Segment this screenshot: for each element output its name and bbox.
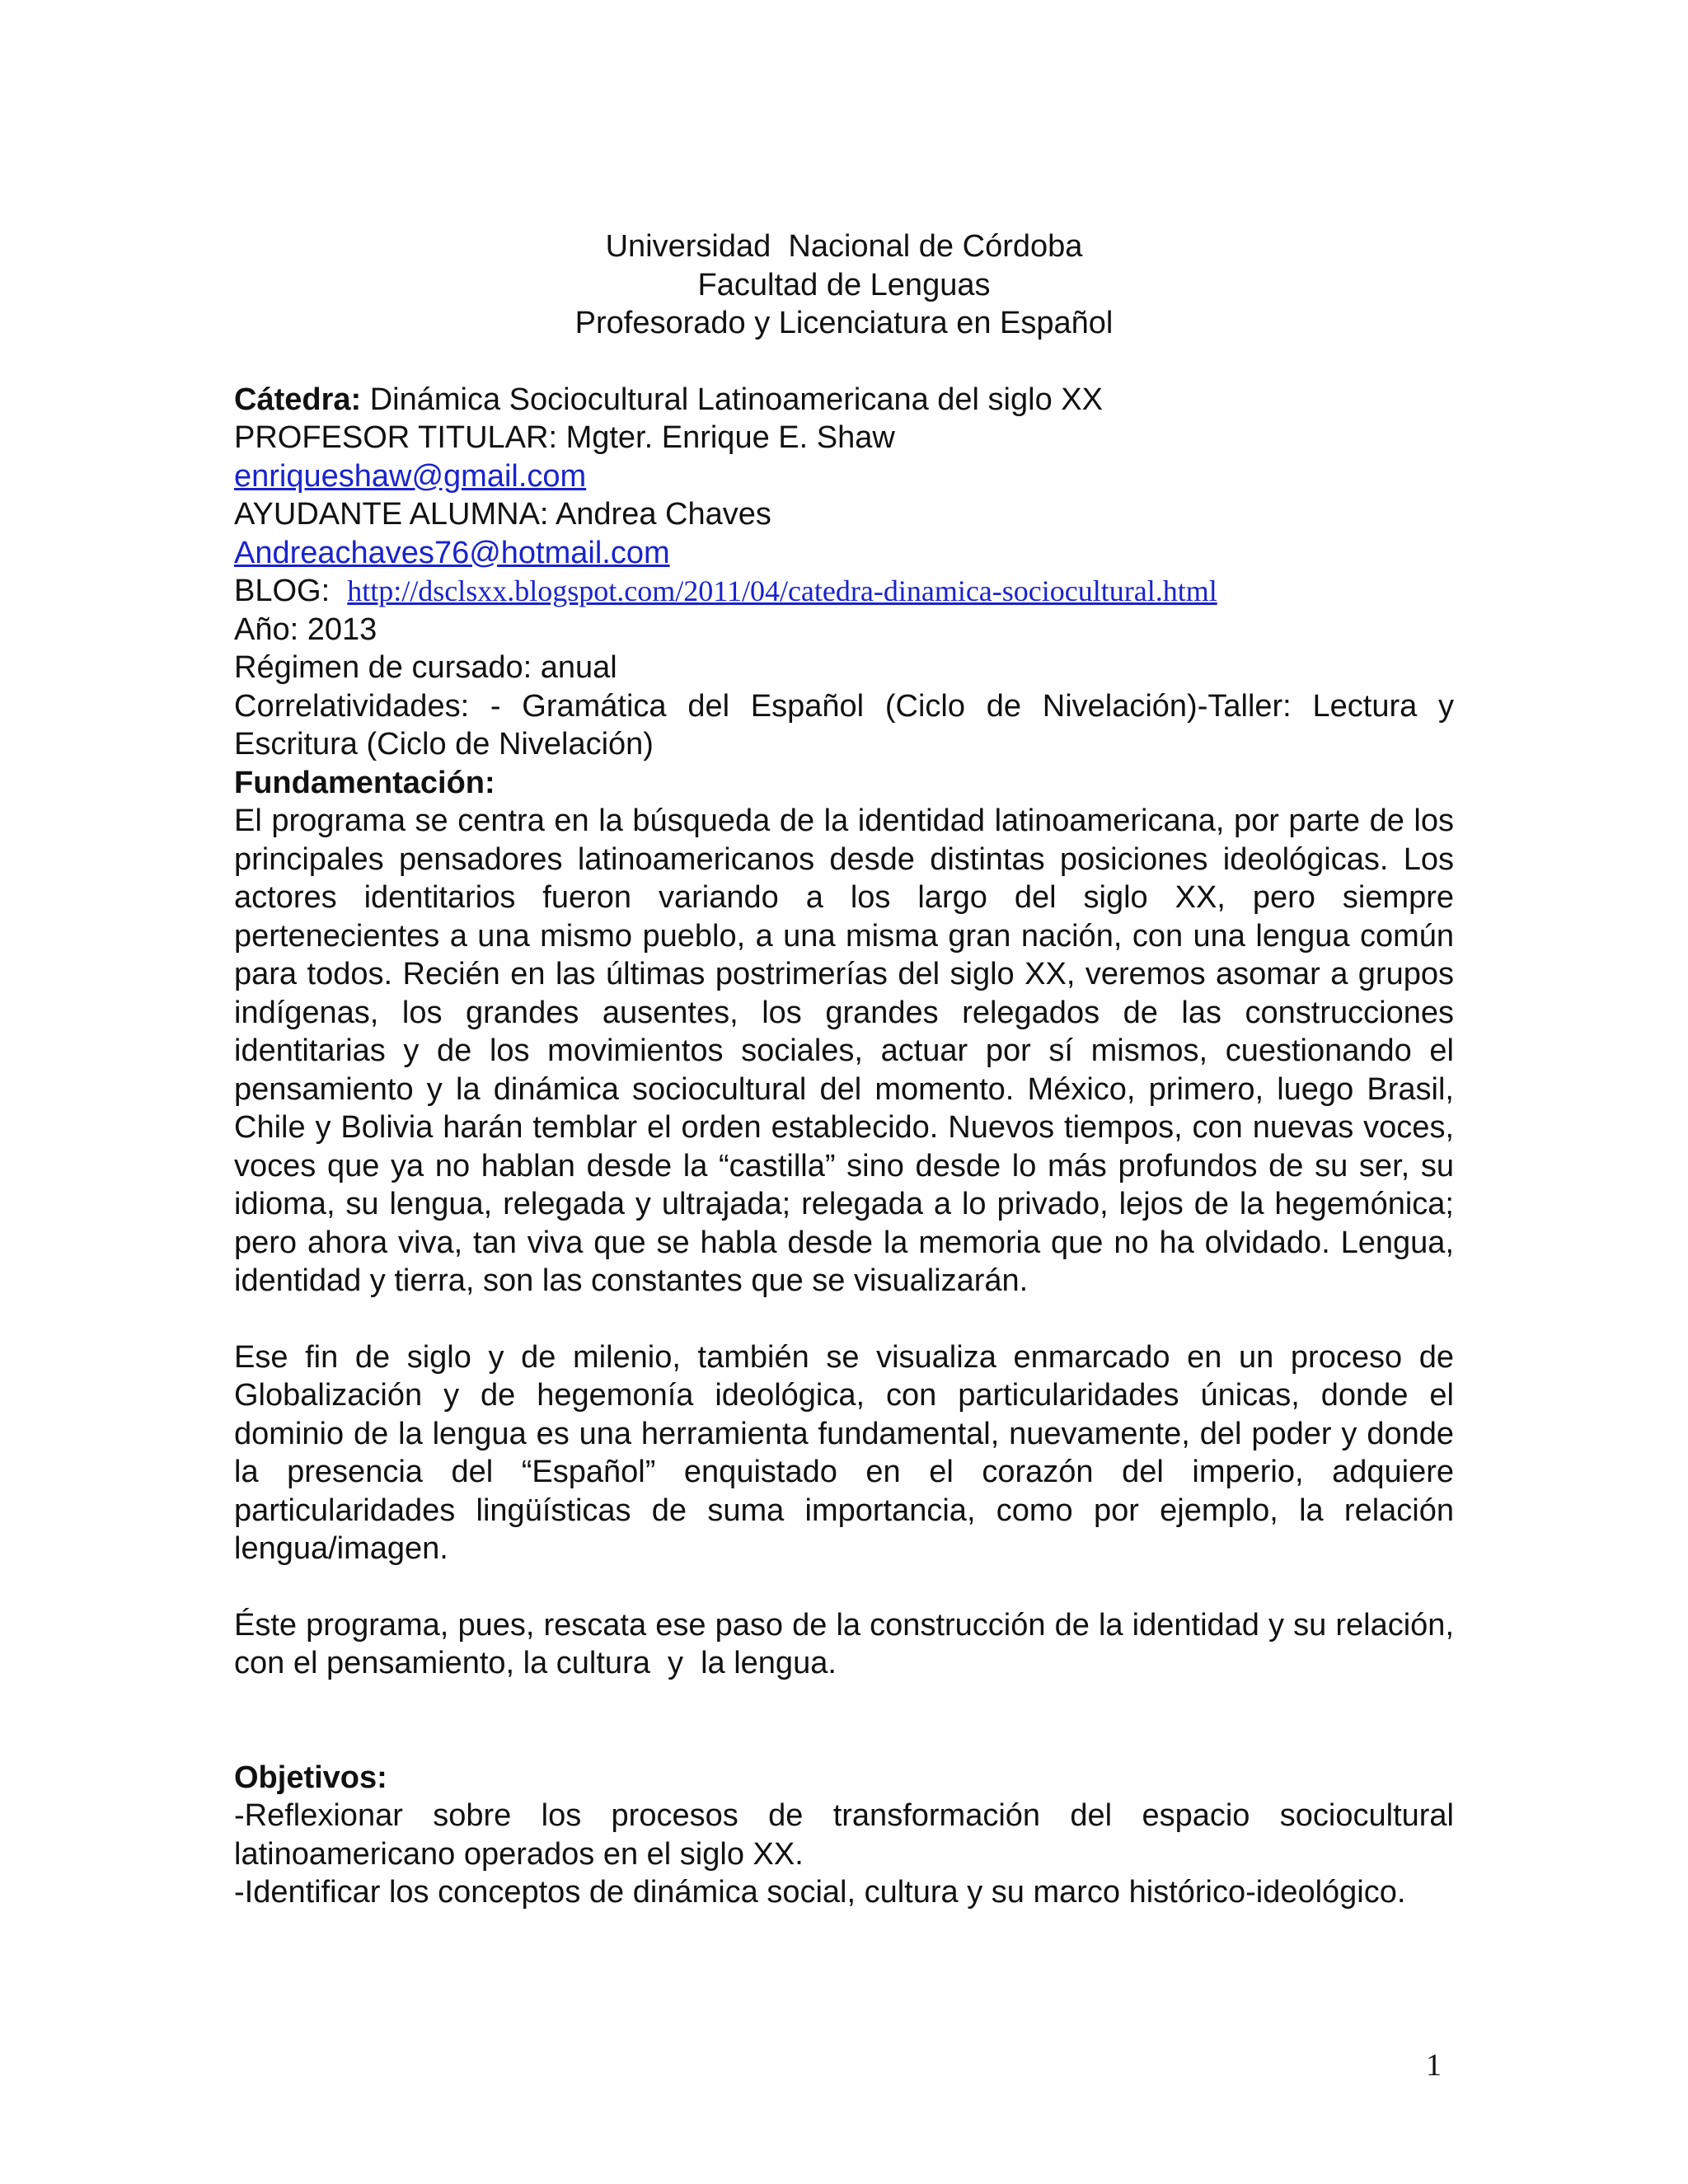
spacer bbox=[234, 343, 1454, 381]
spacer bbox=[234, 1301, 1454, 1338]
profesor-email-line bbox=[234, 457, 1454, 496]
page-number: 1 bbox=[1426, 2048, 1442, 2083]
blog-line bbox=[234, 572, 1454, 611]
regimen-line: Régimen de cursado: anual bbox=[234, 650, 617, 685]
anio-line: Año: 2013 bbox=[234, 612, 377, 647]
profesor-line: PROFESOR TITULAR: Mgter. Enrique E. Shaw bbox=[234, 420, 895, 455]
ayudante-email-line bbox=[234, 534, 1454, 573]
objetivos-heading: Objetivos: bbox=[234, 1760, 387, 1795]
fundamentacion-heading: Fundamentación: bbox=[234, 765, 495, 800]
ayudante-line: AYUDANTE ALUMNA: Andrea Chaves bbox=[234, 497, 771, 532]
fundamentacion-paragraph-2: Ese fin de siglo y de milenio, también se visualiza enmarcado en un proceso de Globalización y de hegemonía ideológica, con particularidades únicas, donde el dominio de la lengua es una herramienta fundamental, nuevamente, del poder y donde la presencia del “Español” enquistado en el corazón del imperio, adquiere particularidades lingüísticas de suma importancia, como por ejemplo, la relación lengua/imagen. bbox=[234, 1339, 1454, 1566]
catedra-label: Cátedra: bbox=[234, 382, 362, 417]
document-header bbox=[234, 227, 1454, 343]
catedra-value: Dinámica Sociocultural Latinoamericana del siglo XX bbox=[361, 382, 1103, 417]
catedra-line bbox=[234, 381, 1454, 419]
objetivo-item-2: -Identificar los conceptos de dinámica social, cultura y su marco histórico-ideológico. bbox=[234, 1875, 1406, 1910]
faculty-name: Facultad de Lenguas bbox=[697, 267, 991, 302]
ayudante-email-link[interactable]: Andreachaves76@hotmail.com bbox=[234, 535, 670, 570]
fundamentacion-paragraph-1: El programa se centra en la búsqueda de la identidad latinoamericana, por parte de los principales pensadores latinoamericanos desde distintas posiciones ideológicas. Los actores identitarios fueron variando a los largo del siglo XX, pero siempre pertenecientes a una mismo pueblo, a una misma gran nación, con una lengua común para todos. Recién en las últimas postrimerías del siglo XX, veremos asomar a grupos indígenas, los grandes ausentes, los grandes relegados de las construcciones identitarias y de los movimientos sociales, actuar por sí mismos, cuestionando el pensamiento y la dinámica sociocultural del momento. México, primero, luego Brasil, Chile y Bolivia harán temblar el orden establecido. Nuevos tiempos, con nuevas voces, voces que ya no hablan desde la “castilla” sino desde lo más profundos de su ser, su idioma, su lengua, relegada y ultrajada; relegada a lo privado, lejos de la hegemónica; pero ahora viva, tan viva que se habla desde la memoria que no ha olvidado. Lengua, identidad y tierra, son las constantes que se visualizarán. bbox=[234, 804, 1454, 1298]
blog-label: BLOG: bbox=[234, 574, 348, 608]
profesor-email-link[interactable]: enriqueshaw@gmail.com bbox=[234, 458, 587, 494]
university-name: Universidad Nacional de Córdoba bbox=[605, 229, 1083, 264]
course-info bbox=[234, 381, 1454, 764]
document-page bbox=[234, 227, 1463, 1912]
fundamentacion-section bbox=[234, 764, 1463, 1683]
spacer bbox=[234, 1683, 1454, 1759]
program-name: Profesorado y Licenciatura en Español bbox=[574, 306, 1114, 340]
objetivo-item-1: -Reflexionar sobre los procesos de transformación del espacio sociocultural latinoamericano operados en el siglo XX. bbox=[234, 1798, 1454, 1872]
spacer bbox=[234, 1568, 1454, 1606]
blog-link[interactable]: http://dsclsxx.blogspot.com/2011/04/catedra-dinamica-sociocultural.html bbox=[347, 574, 1217, 607]
correlatividades-text: Correlatividades: - Gramática del Español (Ciclo de Nivelación)-Taller: Lectura y Escritura (Ciclo de Nivelación) bbox=[234, 688, 1454, 762]
fundamentacion-paragraph-3: Éste programa, pues, rescata ese paso de la construcción de la identidad y su relación, con el pensamiento, la cultura y la lengua. bbox=[234, 1607, 1463, 1680]
objetivos-section bbox=[234, 1759, 1454, 1912]
